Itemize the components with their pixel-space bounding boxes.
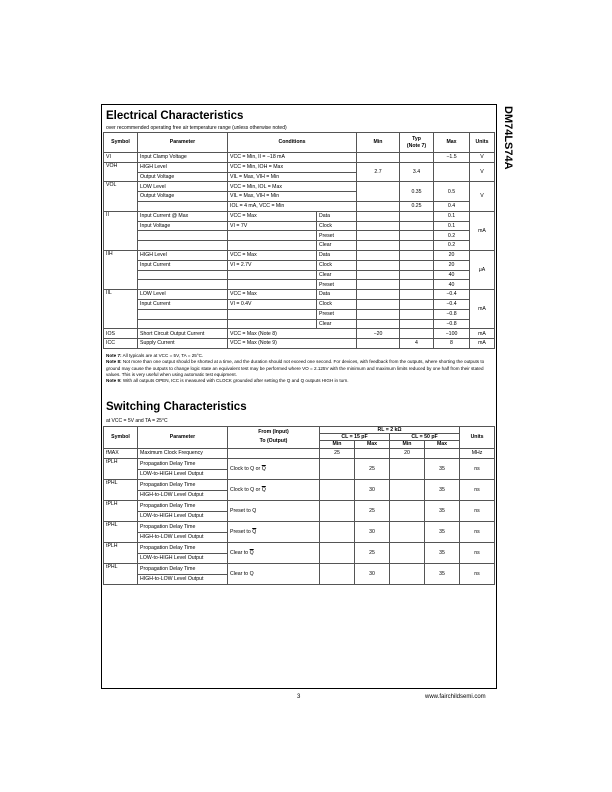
- table-row: tPHL Propagation Delay Time Clock to Q or $\overline{Q}$ 30 35 ns: [104, 480, 495, 491]
- table-row: tPLH Propagation Delay Time Clock to Q or $\overline{Q}$ 25 35 ns: [104, 459, 495, 470]
- notes: [106, 353, 494, 384]
- switching-characteristics-table: Symbol Parameter From (Input) To (Output) RL = 2 kΩ Units CL = 15 pF CL = 50 pF Min Max Min Max fMAX Maximum Clock Frequency 25 20 MHz tPLH Propagation Delay Time Clock to Q or $\overline{Q}$ 25 35 ns LOW-to-HIGH Level Output tPHL Propagation Delay Time Clock to Q or $\overline{Q}$ 30 35 ns HIGH-to-LOW Level Output tPLH Propagation Delay Time Preset to Q 25 35 ns LOW-to-HIGH Level Output tPHL Propagation Delay Time Preset to $\overline{Q}$ 30 35 ns HIGH-to-LOW Level Output tPLH Propagation Delay Time Clear to $\overline{Q}$ 25 35 ns LOW-to-HIGH Level Output tPHL Propagation Delay Time Clear to Q 30 35 ns HIGH-to-LOW Level Output: [103, 426, 495, 585]
- table-row: tPLH Propagation Delay Time Clear to $\overline{Q}$ 25 35 ns: [104, 543, 495, 554]
- electrical-characteristics-title: Electrical Characteristics: [106, 110, 244, 122]
- switching-characteristics-title: Switching Characteristics: [106, 401, 247, 413]
- table-row: VOH HIGH Level VCC = Min, IOH = Max 2.7 3.4 V: [104, 162, 495, 172]
- note-8: Note 8: Not more than one output should be shorted at a time, and the duration should not exceed one second. For devices, with feedback from the outputs, where shorting the outputs to ground may cause the outputs to change logic state an equivalent test may be performed where VO = 2.125V with the minimum and maximum limits reduced by one half from their stated values. This is very useful when using automatic test equipment.: [106, 359, 485, 377]
- table-row: tPHL Propagation Delay Time Clear to Q 30 35 ns: [104, 564, 495, 575]
- col-units: Units: [460, 427, 495, 449]
- col-parameter: Parameter: [138, 427, 228, 449]
- side-part-number: DM74LS74A: [502, 106, 514, 170]
- sc-subtitle: at VCC = 5V and TA = 25°C: [106, 418, 168, 424]
- table-row: ICC Supply Current VCC = Max (Note 9) 4 8 mA: [104, 339, 495, 349]
- table-row: II Input Current @ Max VCC = Max Data 0.1 mA: [104, 211, 495, 221]
- footer-url[interactable]: www.fairchildsemi.com: [425, 694, 486, 700]
- col-cl15: CL = 15 pF: [320, 434, 390, 441]
- table-row: tPHL Propagation Delay Time Preset to $\overline{Q}$ 30 35 ns: [104, 522, 495, 533]
- col-min: Min: [357, 133, 400, 153]
- col-cl50: CL = 50 pF: [390, 434, 460, 441]
- col-typ: Typ (Note 7): [400, 133, 434, 153]
- table-row: IIL LOW Level VCC = Max Data −0.4 mA: [104, 290, 495, 300]
- note-7: Note 7: All typicals are at VCC = 5V, TA = 25°C.: [106, 353, 204, 358]
- table-row: fMAX Maximum Clock Frequency 25 20 MHz: [104, 448, 495, 459]
- col-from-to: From (Input) To (Output): [228, 427, 320, 449]
- col-max: Max: [434, 133, 470, 153]
- note-9: Note 9: With all outputs OPEN, ICC is measured with CLOCK grounded after setting the Q and Q outputs HIGH in turn.: [106, 378, 349, 384]
- table-row: IOS Short Circuit Output Current VCC = Max (Note 8) −20 −100 mA: [104, 329, 495, 339]
- table-row: IIH HIGH Level VCC = Max Data 20 μA: [104, 250, 495, 260]
- col-symbol: Symbol: [104, 133, 138, 153]
- ec-subtitle: over recommended operating free air temperature range (unless otherwise noted): [106, 125, 287, 131]
- col-units: Units: [470, 133, 495, 153]
- col-parameter: Parameter: [138, 133, 228, 153]
- col-symbol: Symbol: [104, 427, 138, 449]
- table-row: VOL LOW Level VCC = Min, IOL = Max 0.35 0.5 V: [104, 182, 495, 192]
- col-conditions: Conditions: [228, 133, 357, 153]
- electrical-characteristics-table: Symbol Parameter Conditions Min Typ (Note 7) Max Units VI Input Clamp Voltage VCC = Min, II = −18 mA −1.5 V VOH HIGH Level VCC = Min, IOH = Max 2.7 3.4 V Output Voltage VIL = Max, VIH = Min VOL LOW Level VCC = Min, IOL = Max 0.35 0.5 V Output Voltage VIL = Max, VIH = Min IOL = 4 mA, VCC = Min 0.25 0.4 II Input Current @ Max VCC = Max Data 0.1 mA Input Voltage VI = 7V Clock 0.1 Preset 0.2 Clear 0.2 IIH HIGH Level VCC = Max Data 20 μA Input Current VI = 2.7V Clock 20 Clear 40 Preset 40 IIL LOW Level VCC = Max Data −0.4 mA Input Current VI = 0.4V Clock −0.4 Preset −0.8 Clear −0.8 IOS Short Circuit Output Current VCC = Max (Note 8) −20 −100 mA ICC Supply Current VCC = Max (Note 9) 4 8 mA: [103, 132, 495, 349]
- page-number: 3: [297, 694, 301, 700]
- col-rl: RL = 2 kΩ: [320, 427, 460, 434]
- table-row: VI Input Clamp Voltage VCC = Min, II = −18 mA −1.5 V: [104, 153, 495, 163]
- table-row: tPLH Propagation Delay Time Preset to Q 25 35 ns: [104, 501, 495, 512]
